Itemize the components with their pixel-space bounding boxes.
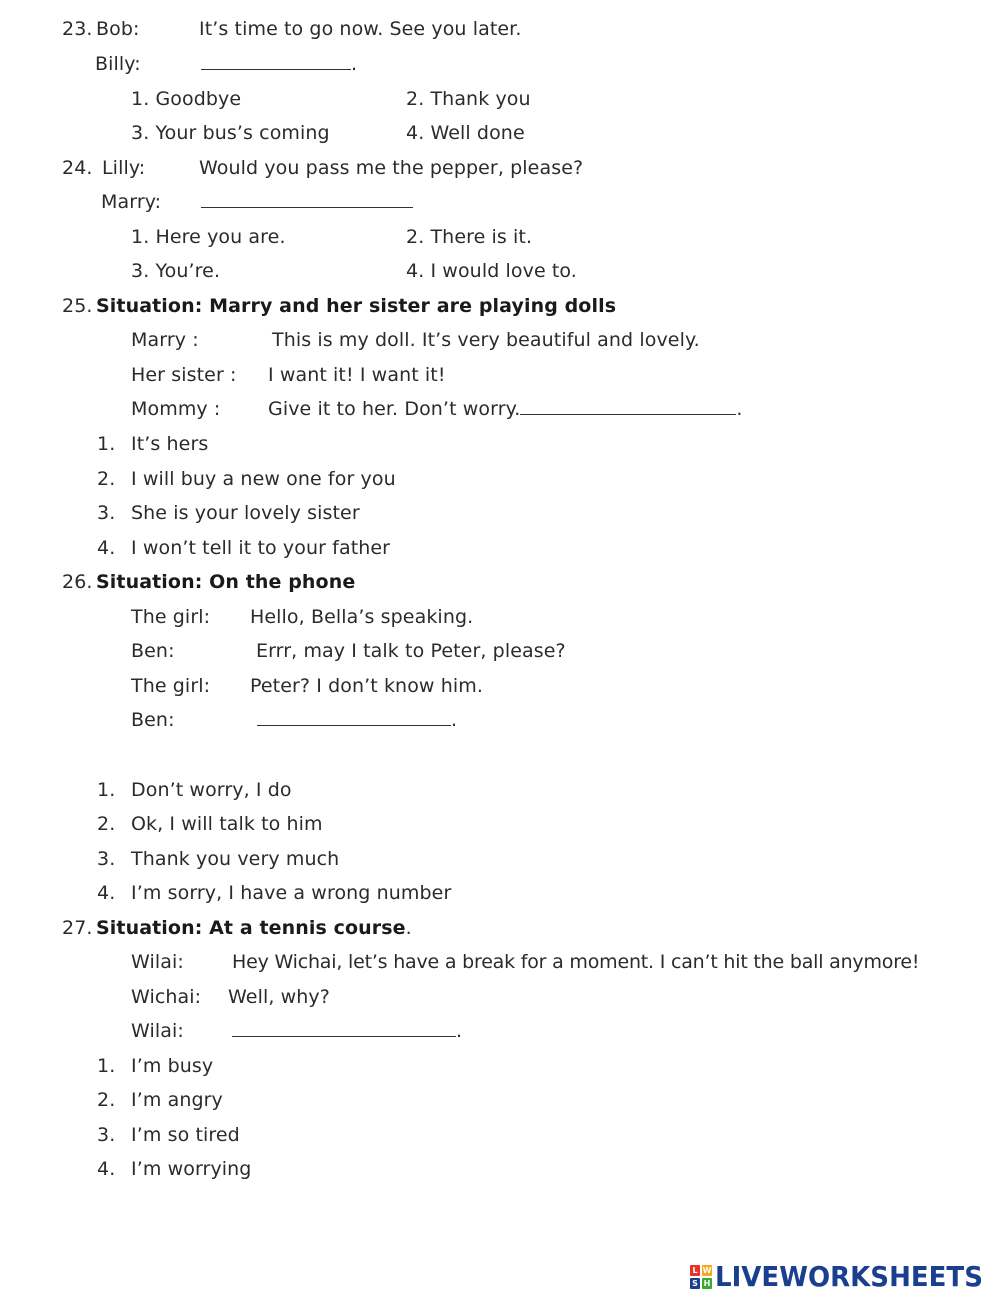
q24-number: 24.	[62, 157, 93, 179]
q27-option-3-num: 3.	[97, 1124, 116, 1146]
q24-option-2[interactable]: 2. There is it.	[406, 226, 533, 248]
q26-number: 26.	[62, 571, 93, 593]
q24-speaker-marry: Marry:	[101, 191, 162, 213]
q26-heading: Situation: On the phone	[96, 571, 356, 593]
q27-option-1[interactable]: I’m busy	[131, 1055, 214, 1077]
q27-answer-blank[interactable]	[232, 1019, 462, 1043]
q26-option-2[interactable]: Ok, I will talk to him	[131, 813, 323, 835]
q24-option-3[interactable]: 3. You’re.	[131, 260, 221, 282]
q23-option-1[interactable]: 1. Goodbye	[131, 88, 242, 110]
q26-line-girl-2: Peter? I don’t know him.	[250, 675, 483, 697]
q23-line-bob: It’s time to go now. See you later.	[199, 18, 522, 40]
liveworksheets-logo-icon	[690, 1265, 712, 1289]
q27-line-wilai-1: Hey Wichai, let’s have a break for a moment. I can’t hit the ball anymore!	[232, 951, 920, 973]
q26-option-2-num: 2.	[97, 813, 116, 835]
q26-blank-period: .	[451, 709, 458, 731]
q25-line-mommy	[268, 397, 743, 421]
q25-option-1[interactable]: It’s hers	[131, 433, 209, 455]
q25-option-3[interactable]: She is your lovely sister	[131, 502, 360, 524]
q24-line-lilly: Would you pass me the pepper, please?	[199, 157, 584, 179]
q24-option-4[interactable]: 4. I would love to.	[406, 260, 577, 282]
q27-heading-period: .	[405, 917, 412, 939]
q26-option-1[interactable]: Don’t worry, I do	[131, 779, 292, 801]
q23-option-3[interactable]: 3. Your bus’s coming	[131, 122, 330, 144]
q27-option-4-num: 4.	[97, 1158, 116, 1180]
q27-speaker-wilai-1: Wilai:	[131, 951, 184, 973]
q27-line-wichai: Well, why?	[228, 986, 330, 1008]
q26-option-4[interactable]: I’m sorry, I have a wrong number	[131, 882, 452, 904]
q23-answer-blank[interactable]	[201, 52, 357, 76]
q26-option-1-num: 1.	[97, 779, 116, 801]
q24-option-1[interactable]: 1. Here you are.	[131, 226, 286, 248]
q26-speaker-ben-1: Ben:	[131, 640, 175, 662]
q26-speaker-ben-2: Ben:	[131, 709, 175, 731]
q25-mommy-text: Give it to her. Don’t worry.	[268, 398, 521, 420]
liveworksheets-logo	[690, 1262, 1000, 1292]
q23-speaker-billy: Billy:	[95, 53, 141, 75]
q23-number: 23.	[62, 18, 93, 40]
q27-option-3[interactable]: I’m so tired	[131, 1124, 240, 1146]
q25-blank-period: .	[736, 398, 743, 420]
logo-mark-s: S	[690, 1278, 700, 1289]
q26-option-3[interactable]: Thank you very much	[131, 848, 340, 870]
q23-option-4[interactable]: 4. Well done	[406, 122, 525, 144]
q27-option-2[interactable]: I’m angry	[131, 1089, 223, 1111]
q26-line-ben-1: Errr, may I talk to Peter, please?	[256, 640, 566, 662]
q27-option-1-num: 1.	[97, 1055, 116, 1077]
q26-answer-blank[interactable]	[257, 708, 457, 732]
logo-mark-l: L	[690, 1265, 700, 1276]
q26-line-girl-1: Hello, Bella’s speaking.	[250, 606, 474, 628]
q27-blank-period: .	[456, 1020, 463, 1042]
q25-line-sister: I want it! I want it!	[268, 364, 446, 386]
q23-speaker-bob: Bob:	[96, 18, 140, 40]
q27-heading: Situation: At a tennis course	[96, 917, 406, 939]
q25-option-4[interactable]: I won’t tell it to your father	[131, 537, 391, 559]
q23-blank-period: .	[351, 53, 358, 75]
q25-option-1-num: 1.	[97, 433, 116, 455]
q25-answer-blank[interactable]	[520, 398, 736, 415]
q26-speaker-girl-1: The girl:	[131, 606, 211, 628]
q25-line-marry: This is my doll. It’s very beautiful and lovely.	[272, 329, 700, 351]
q25-option-4-num: 4.	[97, 537, 116, 559]
liveworksheets-logo-text: LIVEWORKSHEETS	[715, 1260, 983, 1293]
q27-speaker-wilai-2: Wilai:	[131, 1020, 184, 1042]
q25-speaker-sister: Her sister :	[131, 364, 237, 386]
logo-mark-h: H	[703, 1279, 711, 1288]
q26-option-3-num: 3.	[97, 848, 116, 870]
q25-heading: Situation: Marry and her sister are playing dolls	[96, 295, 617, 317]
q27-option-4[interactable]: I’m worrying	[131, 1158, 252, 1180]
q25-option-3-num: 3.	[97, 502, 116, 524]
q23-option-2[interactable]: 2. Thank you	[406, 88, 531, 110]
q25-speaker-marry: Marry :	[131, 329, 199, 351]
q26-speaker-girl-2: The girl:	[131, 675, 211, 697]
q24-speaker-lilly: Lilly:	[102, 157, 146, 179]
q25-number: 25.	[62, 295, 93, 317]
q24-answer-blank[interactable]	[201, 190, 413, 214]
q25-speaker-mommy: Mommy :	[131, 398, 221, 420]
q25-option-2-num: 2.	[97, 468, 116, 490]
q25-option-2[interactable]: I will buy a new one for you	[131, 468, 396, 490]
q27-option-2-num: 2.	[97, 1089, 116, 1111]
logo-mark-w: W	[702, 1266, 712, 1275]
q26-option-4-num: 4.	[97, 882, 116, 904]
q27-speaker-wichai: Wichai:	[131, 986, 202, 1008]
q27-heading-wrap	[96, 916, 412, 940]
q27-number: 27.	[62, 917, 93, 939]
